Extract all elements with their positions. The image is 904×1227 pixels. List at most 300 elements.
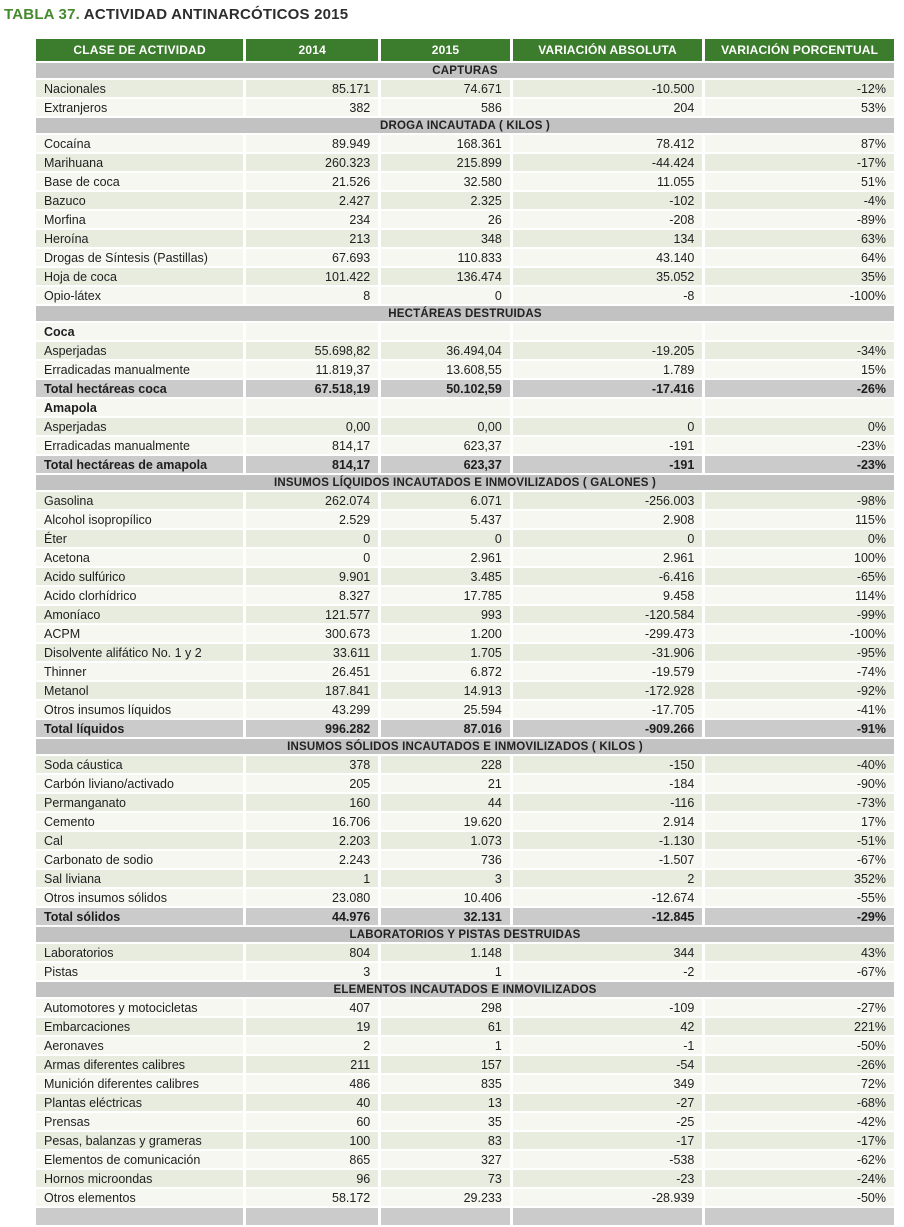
variacion-absoluta-cell: -538: [513, 1151, 703, 1168]
variacion-absoluta-cell: -10.500: [513, 80, 703, 97]
variacion-porcentual-cell: [705, 1208, 894, 1225]
y2014-cell: 211: [246, 1056, 378, 1073]
table-row: [36, 701, 894, 718]
activity-label-cell: Otros insumos sólidos: [36, 889, 243, 906]
y2015-cell: 327: [381, 1151, 510, 1168]
y2015-cell: 50.102,59: [381, 380, 510, 397]
y2015-cell: 168.361: [381, 135, 510, 152]
table-row: [36, 625, 894, 642]
table-row: [36, 99, 894, 116]
table-row: [36, 1018, 894, 1035]
variacion-porcentual-cell: -29%: [705, 908, 894, 925]
variacion-porcentual-cell: -24%: [705, 1170, 894, 1187]
y2015-cell: 623,37: [381, 456, 510, 473]
y2014-cell: 1: [246, 870, 378, 887]
variacion-absoluta-cell: [513, 1208, 703, 1225]
activity-label-cell: Drogas de Síntesis (Pastillas): [36, 249, 243, 266]
variacion-porcentual-cell: 0%: [705, 530, 894, 547]
variacion-absoluta-cell: -909.266: [513, 720, 703, 737]
variacion-absoluta-cell: 0: [513, 530, 703, 547]
table-row: [36, 1132, 894, 1149]
y2014-cell: 378: [246, 756, 378, 773]
variacion-absoluta-cell: 2.961: [513, 549, 703, 566]
activity-label-cell: Total sólidos: [36, 908, 243, 925]
table-row: [36, 323, 894, 340]
y2015-cell: 0: [381, 287, 510, 304]
section-title: HECTÁREAS DESTRUIDAS: [36, 306, 894, 321]
activity-label-cell: Armas diferentes calibres: [36, 1056, 243, 1073]
y2014-cell: 2: [246, 1037, 378, 1054]
y2015-cell: 26: [381, 211, 510, 228]
variacion-absoluta-cell: -191: [513, 437, 703, 454]
y2015-cell: 21: [381, 775, 510, 792]
variacion-porcentual-cell: [705, 399, 894, 416]
table-title-text: ACTIVIDAD ANTINARCÓTICOS 2015: [79, 6, 349, 23]
variacion-porcentual-cell: -100%: [705, 287, 894, 304]
y2014-cell: 2.427: [246, 192, 378, 209]
variacion-absoluta-cell: 344: [513, 944, 703, 961]
y2015-cell: 110.833: [381, 249, 510, 266]
y2015-cell: 87.016: [381, 720, 510, 737]
variacion-absoluta-cell: -12.845: [513, 908, 703, 925]
y2014-cell: 43.299: [246, 701, 378, 718]
y2014-cell: 996.282: [246, 720, 378, 737]
table-row: [36, 587, 894, 604]
variacion-absoluta-cell: 78.412: [513, 135, 703, 152]
variacion-porcentual-cell: 64%: [705, 249, 894, 266]
y2014-cell: 19: [246, 1018, 378, 1035]
y2015-cell: 2.961: [381, 549, 510, 566]
variacion-porcentual-cell: -99%: [705, 606, 894, 623]
variacion-porcentual-cell: 17%: [705, 813, 894, 830]
table-row: [36, 663, 894, 680]
table-row: [36, 135, 894, 152]
activity-label-cell: ACPM: [36, 625, 243, 642]
column-header-2015: 2015: [381, 39, 510, 61]
table-row: [36, 682, 894, 699]
variacion-porcentual-cell: -68%: [705, 1094, 894, 1111]
table-row: [36, 230, 894, 247]
variacion-porcentual-cell: 352%: [705, 870, 894, 887]
total-row: [36, 380, 894, 397]
variacion-absoluta-cell: -19.205: [513, 342, 703, 359]
table-row: [36, 1151, 894, 1168]
variacion-porcentual-cell: 72%: [705, 1075, 894, 1092]
y2014-cell: 407: [246, 999, 378, 1016]
y2015-cell: 736: [381, 851, 510, 868]
variacion-porcentual-cell: -51%: [705, 832, 894, 849]
y2014-cell: 2.203: [246, 832, 378, 849]
variacion-porcentual-cell: -40%: [705, 756, 894, 773]
y2014-cell: [246, 399, 378, 416]
y2014-cell: 96: [246, 1170, 378, 1187]
y2015-cell: 61: [381, 1018, 510, 1035]
y2014-cell: 234: [246, 211, 378, 228]
activity-label-cell: [36, 1208, 243, 1225]
activity-label-cell: Morfina: [36, 211, 243, 228]
variacion-absoluta-cell: -208: [513, 211, 703, 228]
variacion-absoluta-cell: 204: [513, 99, 703, 116]
antinarcotics-table: [33, 37, 897, 1227]
y2014-cell: 44.976: [246, 908, 378, 925]
variacion-absoluta-cell: 2: [513, 870, 703, 887]
variacion-porcentual-cell: -42%: [705, 1113, 894, 1130]
activity-label-cell: Base de coca: [36, 173, 243, 190]
y2014-cell: 814,17: [246, 456, 378, 473]
activity-label-cell: Acido sulfúrico: [36, 568, 243, 585]
y2014-cell: [246, 323, 378, 340]
y2015-cell: 136.474: [381, 268, 510, 285]
variacion-absoluta-cell: -44.424: [513, 154, 703, 171]
y2014-cell: 26.451: [246, 663, 378, 680]
variacion-porcentual-cell: [705, 323, 894, 340]
y2014-cell: 814,17: [246, 437, 378, 454]
y2015-cell: 13.608,55: [381, 361, 510, 378]
y2015-cell: 19.620: [381, 813, 510, 830]
activity-label-cell: Laboratorios: [36, 944, 243, 961]
variacion-absoluta-cell: -120.584: [513, 606, 703, 623]
y2015-cell: 1.073: [381, 832, 510, 849]
table-row: [36, 211, 894, 228]
section-header-row: [36, 475, 894, 490]
y2014-cell: 89.949: [246, 135, 378, 152]
y2015-cell: 586: [381, 99, 510, 116]
column-header-variacion-absoluta: VARIACIÓN ABSOLUTA: [513, 39, 703, 61]
table-row: [36, 361, 894, 378]
variacion-porcentual-cell: 35%: [705, 268, 894, 285]
y2014-cell: 40: [246, 1094, 378, 1111]
y2015-cell: 5.437: [381, 511, 510, 528]
activity-label-cell: Permanganato: [36, 794, 243, 811]
activity-label-cell: Carbonato de sodio: [36, 851, 243, 868]
section-title: INSUMOS SÓLIDOS INCAUTADOS E INMOVILIZADOS ( KILOS ): [36, 739, 894, 754]
variacion-porcentual-cell: -65%: [705, 568, 894, 585]
variacion-porcentual-cell: 100%: [705, 549, 894, 566]
activity-label-cell: Amapola: [36, 399, 243, 416]
y2015-cell: 0: [381, 530, 510, 547]
table-title: [0, 6, 904, 23]
activity-label-cell: Aeronaves: [36, 1037, 243, 1054]
table-row: [36, 287, 894, 304]
variacion-absoluta-cell: -150: [513, 756, 703, 773]
y2015-cell: 35: [381, 1113, 510, 1130]
activity-label-cell: Hoja de coca: [36, 268, 243, 285]
variacion-porcentual-cell: -17%: [705, 1132, 894, 1149]
activity-label-cell: Nacionales: [36, 80, 243, 97]
variacion-absoluta-cell: -17.416: [513, 380, 703, 397]
table-row: [36, 549, 894, 566]
activity-label-cell: Heroína: [36, 230, 243, 247]
y2014-cell: 100: [246, 1132, 378, 1149]
variacion-porcentual-cell: -23%: [705, 456, 894, 473]
activity-label-cell: Cocaína: [36, 135, 243, 152]
variacion-porcentual-cell: 114%: [705, 587, 894, 604]
variacion-porcentual-cell: -41%: [705, 701, 894, 718]
table-row: [36, 399, 894, 416]
y2015-cell: 3.485: [381, 568, 510, 585]
table-row: [36, 80, 894, 97]
y2015-cell: [381, 1208, 510, 1225]
table-row: [36, 1075, 894, 1092]
variacion-porcentual-cell: -92%: [705, 682, 894, 699]
y2014-cell: 23.080: [246, 889, 378, 906]
table-row: [36, 268, 894, 285]
variacion-porcentual-cell: -4%: [705, 192, 894, 209]
variacion-absoluta-cell: -109: [513, 999, 703, 1016]
table-row: [36, 1037, 894, 1054]
table-row: [36, 492, 894, 509]
variacion-porcentual-cell: -55%: [705, 889, 894, 906]
y2014-cell: 865: [246, 1151, 378, 1168]
variacion-porcentual-cell: -34%: [705, 342, 894, 359]
activity-label-cell: Cal: [36, 832, 243, 849]
variacion-absoluta-cell: [513, 399, 703, 416]
activity-label-cell: Munición diferentes calibres: [36, 1075, 243, 1092]
table-title-number: TABLA 37.: [4, 6, 80, 23]
activity-label-cell: Sal liviana: [36, 870, 243, 887]
table-row: [36, 756, 894, 773]
section-title: INSUMOS LÍQUIDOS INCAUTADOS E INMOVILIZADOS ( GALONES ): [36, 475, 894, 490]
activity-label-cell: Extranjeros: [36, 99, 243, 116]
variacion-porcentual-cell: -50%: [705, 1037, 894, 1054]
variacion-porcentual-cell: -74%: [705, 663, 894, 680]
activity-label-cell: Marihuana: [36, 154, 243, 171]
y2015-cell: 2.325: [381, 192, 510, 209]
y2014-cell: 8: [246, 287, 378, 304]
variacion-porcentual-cell: -67%: [705, 851, 894, 868]
table-row: [36, 154, 894, 171]
activity-label-cell: Otros insumos líquidos: [36, 701, 243, 718]
y2015-cell: [381, 323, 510, 340]
table-row: [36, 1056, 894, 1073]
variacion-absoluta-cell: -184: [513, 775, 703, 792]
section-header-row: [36, 306, 894, 321]
variacion-absoluta-cell: -25: [513, 1113, 703, 1130]
y2014-cell: 21.526: [246, 173, 378, 190]
table-row: [36, 437, 894, 454]
y2015-cell: 348: [381, 230, 510, 247]
variacion-absoluta-cell: -299.473: [513, 625, 703, 642]
variacion-absoluta-cell: [513, 323, 703, 340]
total-row: [36, 908, 894, 925]
table-header: [36, 39, 894, 61]
variacion-absoluta-cell: -102: [513, 192, 703, 209]
y2014-cell: 213: [246, 230, 378, 247]
activity-label-cell: Embarcaciones: [36, 1018, 243, 1035]
variacion-absoluta-cell: -1.507: [513, 851, 703, 868]
y2015-cell: 1: [381, 1037, 510, 1054]
table-row: [36, 249, 894, 266]
y2014-cell: 11.819,37: [246, 361, 378, 378]
activity-label-cell: Opio-látex: [36, 287, 243, 304]
activity-label-cell: Otros elementos: [36, 1189, 243, 1206]
table-row: [36, 1113, 894, 1130]
activity-label-cell: Total hectáreas de amapola: [36, 456, 243, 473]
variacion-porcentual-cell: -12%: [705, 80, 894, 97]
y2014-cell: 101.422: [246, 268, 378, 285]
y2014-cell: 160: [246, 794, 378, 811]
table-row: [36, 999, 894, 1016]
activity-label-cell: Total líquidos: [36, 720, 243, 737]
table-row: [36, 1170, 894, 1187]
variacion-absoluta-cell: 42: [513, 1018, 703, 1035]
table-row: [36, 889, 894, 906]
variacion-porcentual-cell: 0%: [705, 418, 894, 435]
variacion-porcentual-cell: -17%: [705, 154, 894, 171]
table-row: [36, 870, 894, 887]
y2014-cell: 300.673: [246, 625, 378, 642]
variacion-porcentual-cell: -91%: [705, 720, 894, 737]
activity-label-cell: Carbón liviano/activado: [36, 775, 243, 792]
variacion-absoluta-cell: 0: [513, 418, 703, 435]
y2014-cell: 67.518,19: [246, 380, 378, 397]
y2015-cell: 3: [381, 870, 510, 887]
variacion-absoluta-cell: -31.906: [513, 644, 703, 661]
y2014-cell: 67.693: [246, 249, 378, 266]
variacion-absoluta-cell: -256.003: [513, 492, 703, 509]
section-header-row: [36, 739, 894, 754]
y2014-cell: 260.323: [246, 154, 378, 171]
variacion-porcentual-cell: -95%: [705, 644, 894, 661]
variacion-absoluta-cell: 2.914: [513, 813, 703, 830]
variacion-absoluta-cell: 9.458: [513, 587, 703, 604]
variacion-porcentual-cell: 43%: [705, 944, 894, 961]
variacion-porcentual-cell: 53%: [705, 99, 894, 116]
y2014-cell: [246, 1208, 378, 1225]
activity-label-cell: Éter: [36, 530, 243, 547]
y2015-cell: 835: [381, 1075, 510, 1092]
table-row: [36, 173, 894, 190]
variacion-porcentual-cell: 87%: [705, 135, 894, 152]
activity-label-cell: Pesas, balanzas y grameras: [36, 1132, 243, 1149]
y2015-cell: 32.131: [381, 908, 510, 925]
y2015-cell: 13: [381, 1094, 510, 1111]
y2015-cell: 1.200: [381, 625, 510, 642]
variacion-porcentual-cell: -23%: [705, 437, 894, 454]
variacion-absoluta-cell: -8: [513, 287, 703, 304]
activity-label-cell: Automotores y motocicletas: [36, 999, 243, 1016]
activity-label-cell: Asperjadas: [36, 342, 243, 359]
y2014-cell: 804: [246, 944, 378, 961]
variacion-porcentual-cell: -90%: [705, 775, 894, 792]
variacion-porcentual-cell: -26%: [705, 1056, 894, 1073]
y2015-cell: 0,00: [381, 418, 510, 435]
table-row: [36, 1189, 894, 1206]
activity-label-cell: Coca: [36, 323, 243, 340]
y2014-cell: 16.706: [246, 813, 378, 830]
section-header-row: [36, 982, 894, 997]
variacion-porcentual-cell: 51%: [705, 173, 894, 190]
table-row: [36, 568, 894, 585]
variacion-absoluta-cell: -1: [513, 1037, 703, 1054]
table-row: [36, 851, 894, 868]
variacion-absoluta-cell: 43.140: [513, 249, 703, 266]
variacion-absoluta-cell: -28.939: [513, 1189, 703, 1206]
y2014-cell: 486: [246, 1075, 378, 1092]
y2015-cell: 44: [381, 794, 510, 811]
table-row: [36, 1208, 894, 1225]
column-header-clase-de-actividad: CLASE DE ACTIVIDAD: [36, 39, 243, 61]
y2015-cell: 17.785: [381, 587, 510, 604]
table-body: [36, 63, 894, 1225]
column-header-variacion-porcentual: VARIACIÓN PORCENTUAL: [705, 39, 894, 61]
activity-label-cell: Disolvente alifático No. 1 y 2: [36, 644, 243, 661]
variacion-porcentual-cell: -89%: [705, 211, 894, 228]
table-row: [36, 530, 894, 547]
y2014-cell: 121.577: [246, 606, 378, 623]
column-header-2014: 2014: [246, 39, 378, 61]
total-row: [36, 720, 894, 737]
variacion-porcentual-cell: 221%: [705, 1018, 894, 1035]
variacion-porcentual-cell: 63%: [705, 230, 894, 247]
activity-label-cell: Cemento: [36, 813, 243, 830]
table-row: [36, 963, 894, 980]
table-row: [36, 342, 894, 359]
y2014-cell: 55.698,82: [246, 342, 378, 359]
variacion-porcentual-cell: -26%: [705, 380, 894, 397]
y2015-cell: [381, 399, 510, 416]
variacion-porcentual-cell: -27%: [705, 999, 894, 1016]
activity-label-cell: Total hectáreas coca: [36, 380, 243, 397]
y2015-cell: 32.580: [381, 173, 510, 190]
y2015-cell: 228: [381, 756, 510, 773]
variacion-absoluta-cell: -2: [513, 963, 703, 980]
variacion-porcentual-cell: -98%: [705, 492, 894, 509]
section-header-row: [36, 927, 894, 942]
activity-label-cell: Thinner: [36, 663, 243, 680]
y2014-cell: 8.327: [246, 587, 378, 604]
y2014-cell: 2.529: [246, 511, 378, 528]
variacion-absoluta-cell: -23: [513, 1170, 703, 1187]
variacion-porcentual-cell: -67%: [705, 963, 894, 980]
activity-label-cell: Erradicadas manualmente: [36, 437, 243, 454]
table-row: [36, 775, 894, 792]
variacion-porcentual-cell: -100%: [705, 625, 894, 642]
y2015-cell: 1.705: [381, 644, 510, 661]
y2014-cell: 382: [246, 99, 378, 116]
y2014-cell: 9.901: [246, 568, 378, 585]
table-row: [36, 192, 894, 209]
y2014-cell: 58.172: [246, 1189, 378, 1206]
variacion-porcentual-cell: -50%: [705, 1189, 894, 1206]
variacion-absoluta-cell: 11.055: [513, 173, 703, 190]
activity-label-cell: Elementos de comunicación: [36, 1151, 243, 1168]
y2015-cell: 10.406: [381, 889, 510, 906]
variacion-porcentual-cell: -62%: [705, 1151, 894, 1168]
y2014-cell: 3: [246, 963, 378, 980]
section-title: ELEMENTOS INCAUTADOS E INMOVILIZADOS: [36, 982, 894, 997]
variacion-absoluta-cell: -1.130: [513, 832, 703, 849]
section-header-row: [36, 63, 894, 78]
variacion-absoluta-cell: -19.579: [513, 663, 703, 680]
y2014-cell: 187.841: [246, 682, 378, 699]
variacion-porcentual-cell: 115%: [705, 511, 894, 528]
variacion-porcentual-cell: -73%: [705, 794, 894, 811]
activity-label-cell: Bazuco: [36, 192, 243, 209]
section-title: LABORATORIOS Y PISTAS DESTRUIDAS: [36, 927, 894, 942]
y2014-cell: 0: [246, 530, 378, 547]
y2015-cell: 29.233: [381, 1189, 510, 1206]
table-row: [36, 944, 894, 961]
activity-label-cell: Acido clorhídrico: [36, 587, 243, 604]
variacion-absoluta-cell: 134: [513, 230, 703, 247]
variacion-absoluta-cell: 2.908: [513, 511, 703, 528]
variacion-absoluta-cell: -27: [513, 1094, 703, 1111]
y2015-cell: 157: [381, 1056, 510, 1073]
table-row: [36, 644, 894, 661]
y2014-cell: 2.243: [246, 851, 378, 868]
y2014-cell: 60: [246, 1113, 378, 1130]
